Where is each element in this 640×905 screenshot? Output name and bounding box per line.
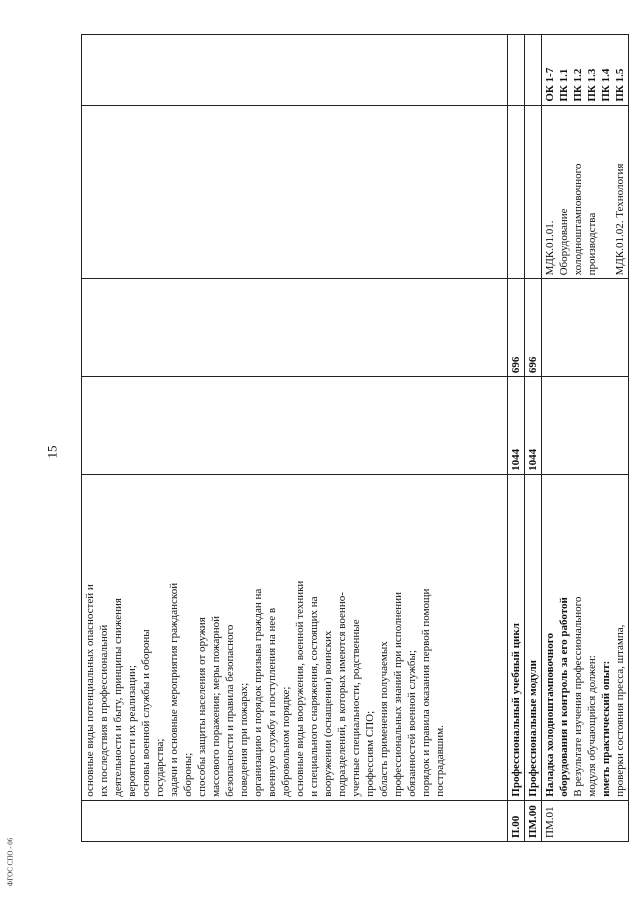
footer-code: ФГОС СПО - 06	[6, 837, 15, 887]
mdk-line	[599, 109, 613, 276]
cell-empty	[82, 105, 508, 279]
pm01-practice-line: проверки состояния пресса, штампа,	[614, 624, 626, 797]
cell-code: ПМ.01	[542, 800, 629, 841]
cell-code: П.00	[508, 800, 525, 841]
cell-mdk	[542, 105, 629, 279]
bzh-line: добровольном порядке;	[280, 686, 292, 797]
cell-hours-req: 696	[508, 279, 525, 377]
pm01-desc-line: модуля обучающийся должен:	[586, 655, 598, 797]
mdk-line: Оборудование	[558, 208, 570, 276]
cell-empty	[82, 35, 508, 106]
pm01-practice-label: иметь практический опыт:	[600, 660, 612, 797]
bzh-line: вооружении (оснащении) воинских	[322, 630, 334, 797]
bzh-line: обязанностей военной службы;	[406, 650, 418, 797]
bzh-line: военную службу и поступления на нее в	[266, 607, 278, 797]
cell-bzh-content	[82, 474, 508, 800]
table-row-p00	[508, 35, 525, 842]
cell-title: Профессиональные модули	[525, 474, 542, 800]
table-row-pm01	[542, 35, 629, 842]
bzh-line: основные виды вооружения, военной техники	[294, 580, 306, 797]
bzh-line: пострадавшим.	[434, 725, 446, 797]
bzh-line: порядок и правила оказания первой помощи	[420, 588, 432, 797]
pm01-title-line: оборудования и контроль за его работой	[558, 597, 570, 797]
bzh-lines	[83, 478, 447, 797]
competence-code: ПК 1.3	[586, 68, 598, 102]
bzh-line: способы защиты населения от оружия	[196, 617, 208, 797]
cell-empty	[82, 377, 508, 475]
cell-pm01-content	[542, 474, 629, 800]
mdk-line: МДК.01.02. Технология	[614, 163, 626, 276]
cell-empty	[82, 279, 508, 377]
bzh-line: профессиональных знаний при исполнении	[392, 592, 404, 797]
cell-competences	[542, 35, 629, 106]
cell-empty	[525, 105, 542, 279]
bzh-line: организацию и порядок призыва граждан на	[252, 588, 264, 797]
cell-code-empty	[82, 800, 508, 841]
competence-code: ОК 1-7	[544, 67, 556, 102]
competence-code: ПК 1.2	[572, 68, 584, 102]
curriculum-table	[81, 34, 629, 842]
table-row-pm00	[525, 35, 542, 842]
pm01-title-line: Наладка холодноштамповочного	[544, 633, 556, 797]
competence-code: ПК 1.4	[600, 68, 612, 102]
cell-empty	[508, 105, 525, 279]
cell-hours-req: 696	[525, 279, 542, 377]
bzh-line: деятельности и быту, принципы снижения	[112, 598, 124, 797]
bzh-line: их последствия в профессиональной	[98, 624, 110, 797]
bzh-line: основные виды потенциальных опасностей и	[84, 584, 96, 797]
mdk-line: МДК.01.01.	[544, 220, 556, 276]
cell-hours-max: 1044	[508, 377, 525, 475]
bzh-line: государства;	[154, 738, 166, 797]
bzh-line: учетные специальности, родственные	[350, 619, 362, 797]
bzh-line: область применения получаемых	[378, 641, 390, 797]
cell-title: Профессиональный учебный цикл	[508, 474, 525, 800]
rotated-page	[81, 34, 626, 842]
cell-hours-max: 1044	[525, 377, 542, 475]
cell-empty	[525, 35, 542, 106]
bzh-line: обороны;	[182, 752, 194, 797]
bzh-line: массового поражения; меры пожарной	[210, 615, 222, 797]
table-row-bzh	[82, 35, 508, 842]
bzh-line: задачи и основные мероприятия гражданской	[168, 582, 180, 797]
page-number: 15	[44, 445, 60, 459]
cell-empty	[542, 377, 629, 475]
cell-code: ПМ.00	[525, 800, 542, 841]
mdk-line: холодноштамповочного	[572, 163, 584, 276]
competence-code: ПК 1.1	[558, 68, 570, 102]
pm01-desc-line: В результате изучения профессионального	[572, 596, 584, 797]
bzh-line: основы военной службы и обороны	[140, 629, 152, 797]
cell-empty	[542, 279, 629, 377]
bzh-line: безопасности и правила безопасного	[224, 624, 236, 797]
cell-empty	[508, 35, 525, 106]
curriculum-table-wrapper	[81, 34, 626, 842]
bzh-line: и специального снаряжения, состоящих на	[308, 596, 320, 797]
bzh-line: подразделений, в которых имеются военно-	[336, 592, 348, 797]
competence-code: ПК 1.5	[614, 68, 626, 102]
bzh-line: вероятности их реализации;	[126, 665, 138, 797]
bzh-line: поведения при пожарах;	[238, 682, 250, 797]
bzh-line: профессиям СПО;	[364, 710, 376, 797]
mdk-line: производства	[586, 212, 598, 276]
